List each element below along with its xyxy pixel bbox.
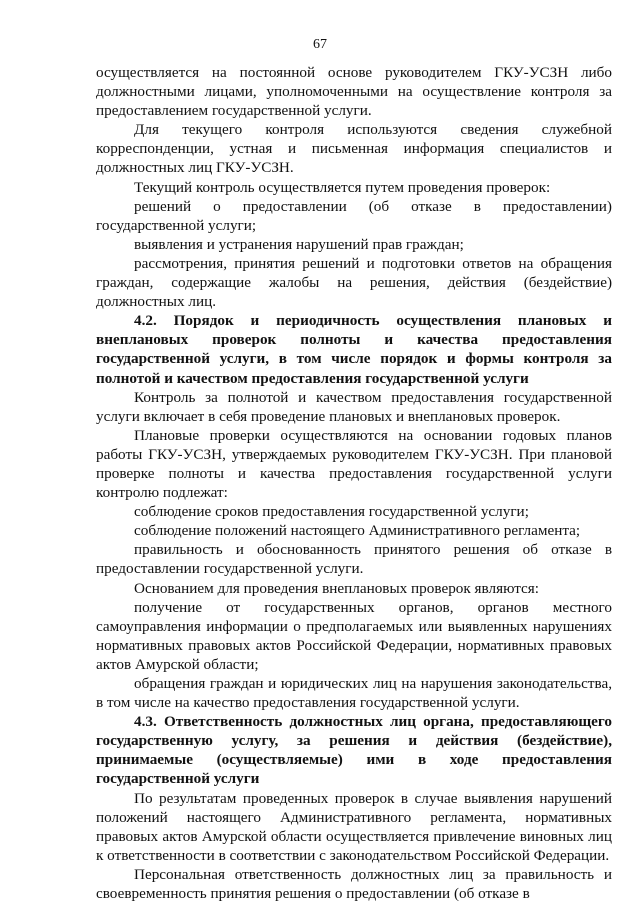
paragraph: осуществляется на постоянной основе руководителем ГКУ-УСЗН либо должностными лицами, уполномоченными на осуществление контроля за предоставлением государственной услуги. bbox=[96, 64, 612, 120]
list-item: обращения граждан и юридических лиц на нарушения законодательства, в том числе на качество предоставления государственной услуги. bbox=[96, 675, 612, 712]
list-item: соблюдение положений настоящего Административного регламента; bbox=[134, 522, 581, 540]
list-item: получение от государственных органов, органов местного самоуправления информации о предполагаемых или выявленных нарушениях нормативных правовых актов Российской Федерации, нормативных правовых актов Амурской области; bbox=[96, 598, 612, 673]
paragraph: Основанием для проведения внеплановых проверок являются: bbox=[134, 579, 539, 597]
list-item: выявления и устранения нарушений прав граждан; bbox=[134, 235, 464, 253]
document-body bbox=[96, 63, 612, 903]
paragraph: По результатам проведенных проверок в случае выявления нарушений положений настоящего Административного регламента, нормативных правовых актов Амурской области осуществляется привлечение виновных лиц к ответственности в соответствии с законодательством Российской Федерации. bbox=[96, 789, 612, 864]
list-item: рассмотрения, принятия решений и подготовки ответов на обращения граждан, содержащие жалобы на решения, действия (бездействие) должностных лиц. bbox=[96, 254, 612, 311]
paragraph: Для текущего контроля используются сведения служебной корреспонденции, устная и письменная информация специалистов и должностных лиц ГКУ-УСЗН. bbox=[96, 121, 612, 177]
section-heading: 4.2. Порядок и периодичность осуществления плановых и внеплановых проверок полноты и качества предоставления государственной услуги, в том числе порядок и формы контроля за полнотой и качеством предоставления государственной услуги bbox=[96, 312, 612, 387]
paragraph: Контроль за полнотой и качеством предоставления государственной услуги включает в себя проведение плановых и внеплановых проверок. bbox=[96, 388, 612, 425]
list-item: решений о предоставлении (об отказе в предоставлении) государственной услуги; bbox=[96, 197, 612, 234]
paragraph: Персональная ответственность должностных лиц за правильность и своевременность принятия решения о предоставлении (об отказе в bbox=[96, 865, 612, 903]
paragraph: Плановые проверки осуществляются на основании годовых планов работы ГКУ-УСЗН, утверждаемых руководителем ГКУ-УСЗН. При плановой проверке полноты и качества предоставления государственной услуги контролю подлежат: bbox=[96, 426, 612, 502]
list-item: соблюдение сроков предоставления государственной услуги; bbox=[134, 503, 529, 521]
list-item: правильность и обоснованность принятого решения об отказе в предоставлении государственной услуги. bbox=[96, 541, 612, 578]
page-number: 67 bbox=[313, 37, 327, 52]
paragraph: Текущий контроль осуществляется путем проведения проверок: bbox=[134, 178, 551, 196]
section-heading: 4.3. Ответственность должностных лиц органа, предоставляющего государственную услугу, за решения и действия (бездействие), принимаемые (осуществляемые) ими в ходе предоставления государственной услуги bbox=[96, 713, 612, 788]
